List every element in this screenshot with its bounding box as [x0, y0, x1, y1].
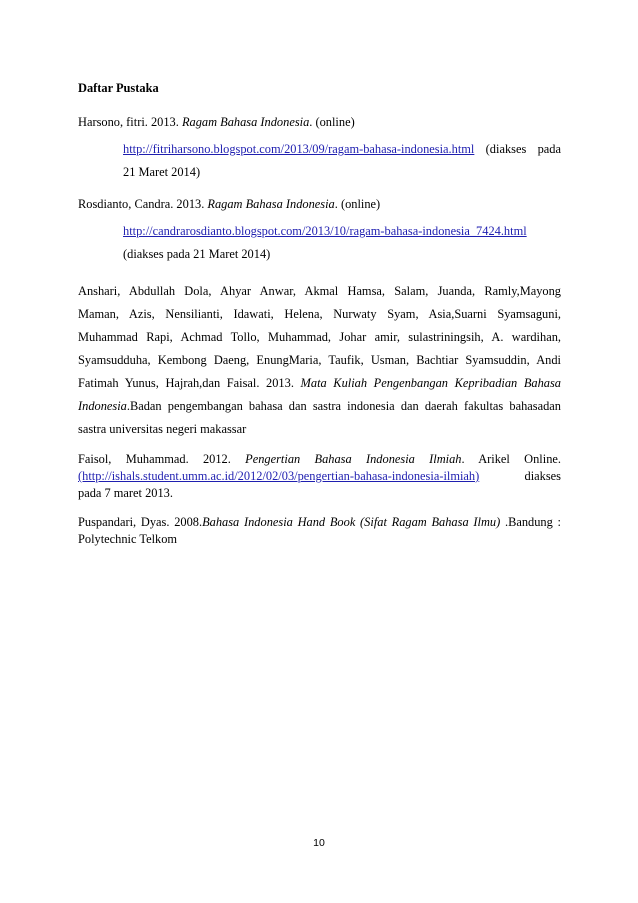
reference-anshari [78, 280, 561, 441]
bibliography-heading: Daftar Pustaka [78, 81, 159, 95]
reference-medium: . (online) [309, 115, 355, 129]
reference-harsono [78, 112, 561, 184]
reference-text-line: Puspandari, Dyas. 2008.Bahasa Indonesia Hand Book (Sifat Ragam Bahasa Ilmu) .Bandung : [78, 515, 561, 529]
reference-publisher: Polytechnic Telkom [78, 532, 178, 546]
reference-title: Ragam Bahasa Indonesia [207, 197, 335, 211]
reference-faisol [78, 451, 561, 502]
reference-puspandari [78, 514, 561, 548]
page-number: 10 [313, 837, 325, 849]
reference-citation-paragraph [78, 514, 561, 548]
reference-title: Indonesia [78, 399, 127, 413]
reference-url-link[interactable]: http://fitriharsono.blogspot.com/2013/09/ragam-bahasa-indonesia.html [123, 142, 475, 156]
reference-url-line [78, 220, 561, 266]
reference-url-line [78, 138, 561, 184]
reference-author-year: Harsono, fitri. 2013. [78, 115, 182, 129]
reference-title: Bahasa Indonesia Hand Book (Sifat Ragam Bahasa Ilmu) [202, 515, 501, 529]
reference-citation-line [78, 112, 561, 132]
reference-access-text: (diakses pada [474, 142, 561, 156]
reference-text-line: Syamsudduha, Kembong Daeng, EnungMaria, Taufik, Usman, Bachtiar Syamsuddin, Andi [78, 353, 561, 367]
reference-title: Ragam Bahasa Indonesia [181, 115, 310, 129]
reference-text-line: Anshari, Abdullah Dola, Ahyar Anwar, Akmal Hamsa, Salam, Juanda, Ramly,Mayong [78, 284, 561, 298]
reference-text-line: Maman, Azis, Nensilianti, Idawati, Helena, Nurwaty Syam, Asia,Suarni Syamsaguni, [78, 307, 561, 321]
reference-citation-paragraph [78, 451, 561, 502]
reference-access-date: 21 Maret 2014) [123, 165, 201, 179]
reference-text-line: Fatimah Yunus, Hajrah,dan Faisal. 2013. Mata Kuliah Pengenbangan Kepribadian Bahasa [78, 376, 562, 390]
reference-rosdianto [78, 194, 561, 266]
reference-access-date: pada 7 maret 2013. [78, 486, 173, 500]
reference-title: Mata Kuliah Pengenbangan Kepribadian Bahasa [300, 376, 562, 390]
reference-text-line: (http://ishals.student.umm.ac.id/2012/02/03/pengertian-bahasa-indonesia-ilmiah) diakses [78, 469, 561, 483]
reference-text-line: sastra universitas negeri makassar [78, 422, 247, 436]
reference-citation-line [78, 194, 561, 214]
reference-text-line: Indonesia.Badan pengembangan bahasa dan sastra indonesia dan daerah fakultas bahasadan [78, 399, 561, 413]
reference-text-line: Muhammad Rapi, Achmad Tollo, Muhammad, Johar amir, sulastriningsih, A. wardihan, [78, 330, 561, 344]
reference-access-date: (diakses pada 21 Maret 2014) [123, 247, 271, 261]
reference-citation-paragraph [78, 280, 561, 441]
bibliography-section [78, 78, 561, 558]
reference-medium: . (online) [334, 197, 381, 211]
reference-url-link[interactable]: http://candrarosdianto.blogspot.com/2013/10/ragam-bahasa-indonesia_7424.html [123, 224, 527, 238]
reference-text-line: Faisol, Muhammad. 2012. Pengertian Bahasa Indonesia Ilmiah. Arikel Online. [78, 452, 561, 466]
reference-author-year: Rosdianto, Candra. 2013. [78, 197, 208, 211]
reference-title: Pengertian Bahasa Indonesia Ilmiah [245, 452, 462, 466]
reference-url-link[interactable]: (http://ishals.student.umm.ac.id/2012/02/03/pengertian-bahasa-indonesia-ilmiah) [78, 469, 480, 483]
